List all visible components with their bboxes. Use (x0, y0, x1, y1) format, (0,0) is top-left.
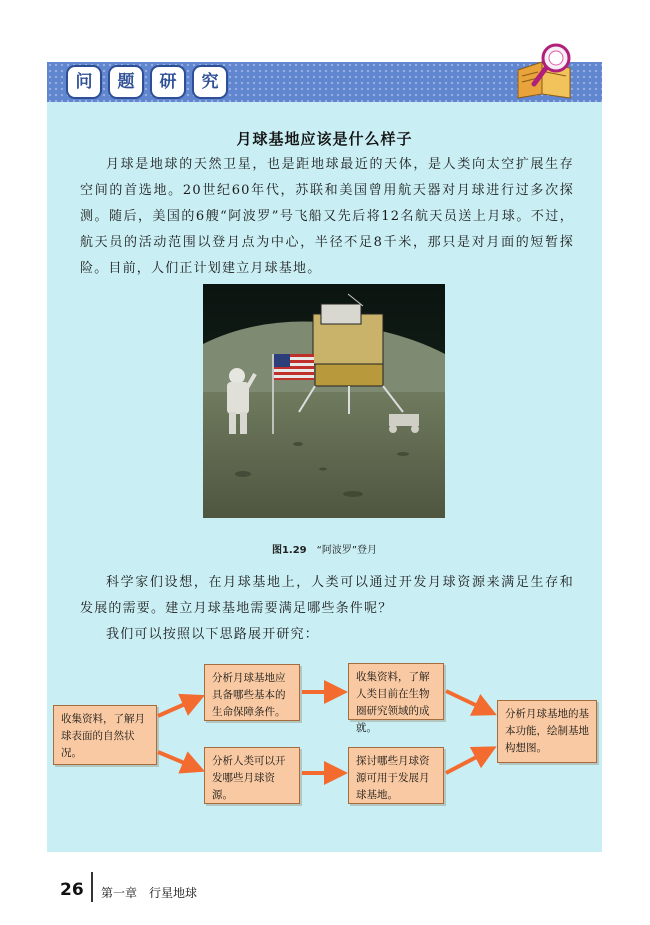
research-magnifier-icon (512, 40, 582, 100)
banner-char: 题 (108, 65, 144, 99)
figure-caption (47, 541, 602, 556)
banner-char: 问 (66, 65, 102, 99)
figure-caption-text: “阿波罗”登月 (316, 545, 378, 556)
banner-char: 究 (192, 65, 228, 99)
banner-title (66, 66, 228, 98)
intro-paragraph: 月球是地球的天然卫星，也是距地球最近的天体，是人类向太空扩展生存空间的首选地。20世纪60年代，苏联和美国曾用航天器对月球进行过多次探测。随后，美国的6艘“阿波罗”号飞船又先后将12名航天员送上月球。不过，航天员的活动范围以登月点为中心，半径不足8千米，那只是对月面的短暂探险。目前，人们正计划建立月球基地。 (80, 157, 574, 276)
page-title: 月球基地应该是什么样子 (236, 130, 413, 148)
flow-box-top-2: 收集资料，了解人类目前在生物圈研究领域的成就。 (348, 663, 444, 720)
footer-divider (91, 872, 93, 902)
flow-box-start: 收集资料，了解月球表面的自然状况。 (53, 705, 157, 765)
flow-box-top-1: 分析月球基地应具备哪些基本的生命保障条件。 (204, 664, 300, 721)
method-paragraph: 我们可以按照以下思路展开研究： (106, 627, 320, 642)
banner-char: 研 (150, 65, 186, 99)
figure-number: 图1.29 (271, 545, 307, 556)
flow-box-bottom-1: 分析人类可以开发哪些月球资源。 (204, 747, 300, 804)
flow-box-end: 分析月球基地的基本功能，绘制基地构想图。 (497, 700, 597, 763)
apollo-landing-photo (203, 284, 445, 518)
page-number: 26 (60, 880, 84, 900)
question-paragraph: 科学家们设想，在月球基地上，人类可以通过开发月球资源来满足生存和发展的需要。建立月球基地需要满足哪些条件呢？ (80, 575, 574, 616)
chapter-title: 第一章 行星地球 (101, 886, 198, 900)
flow-box-bottom-2: 探讨哪些月球资源可用于发展月球基地。 (348, 747, 444, 804)
